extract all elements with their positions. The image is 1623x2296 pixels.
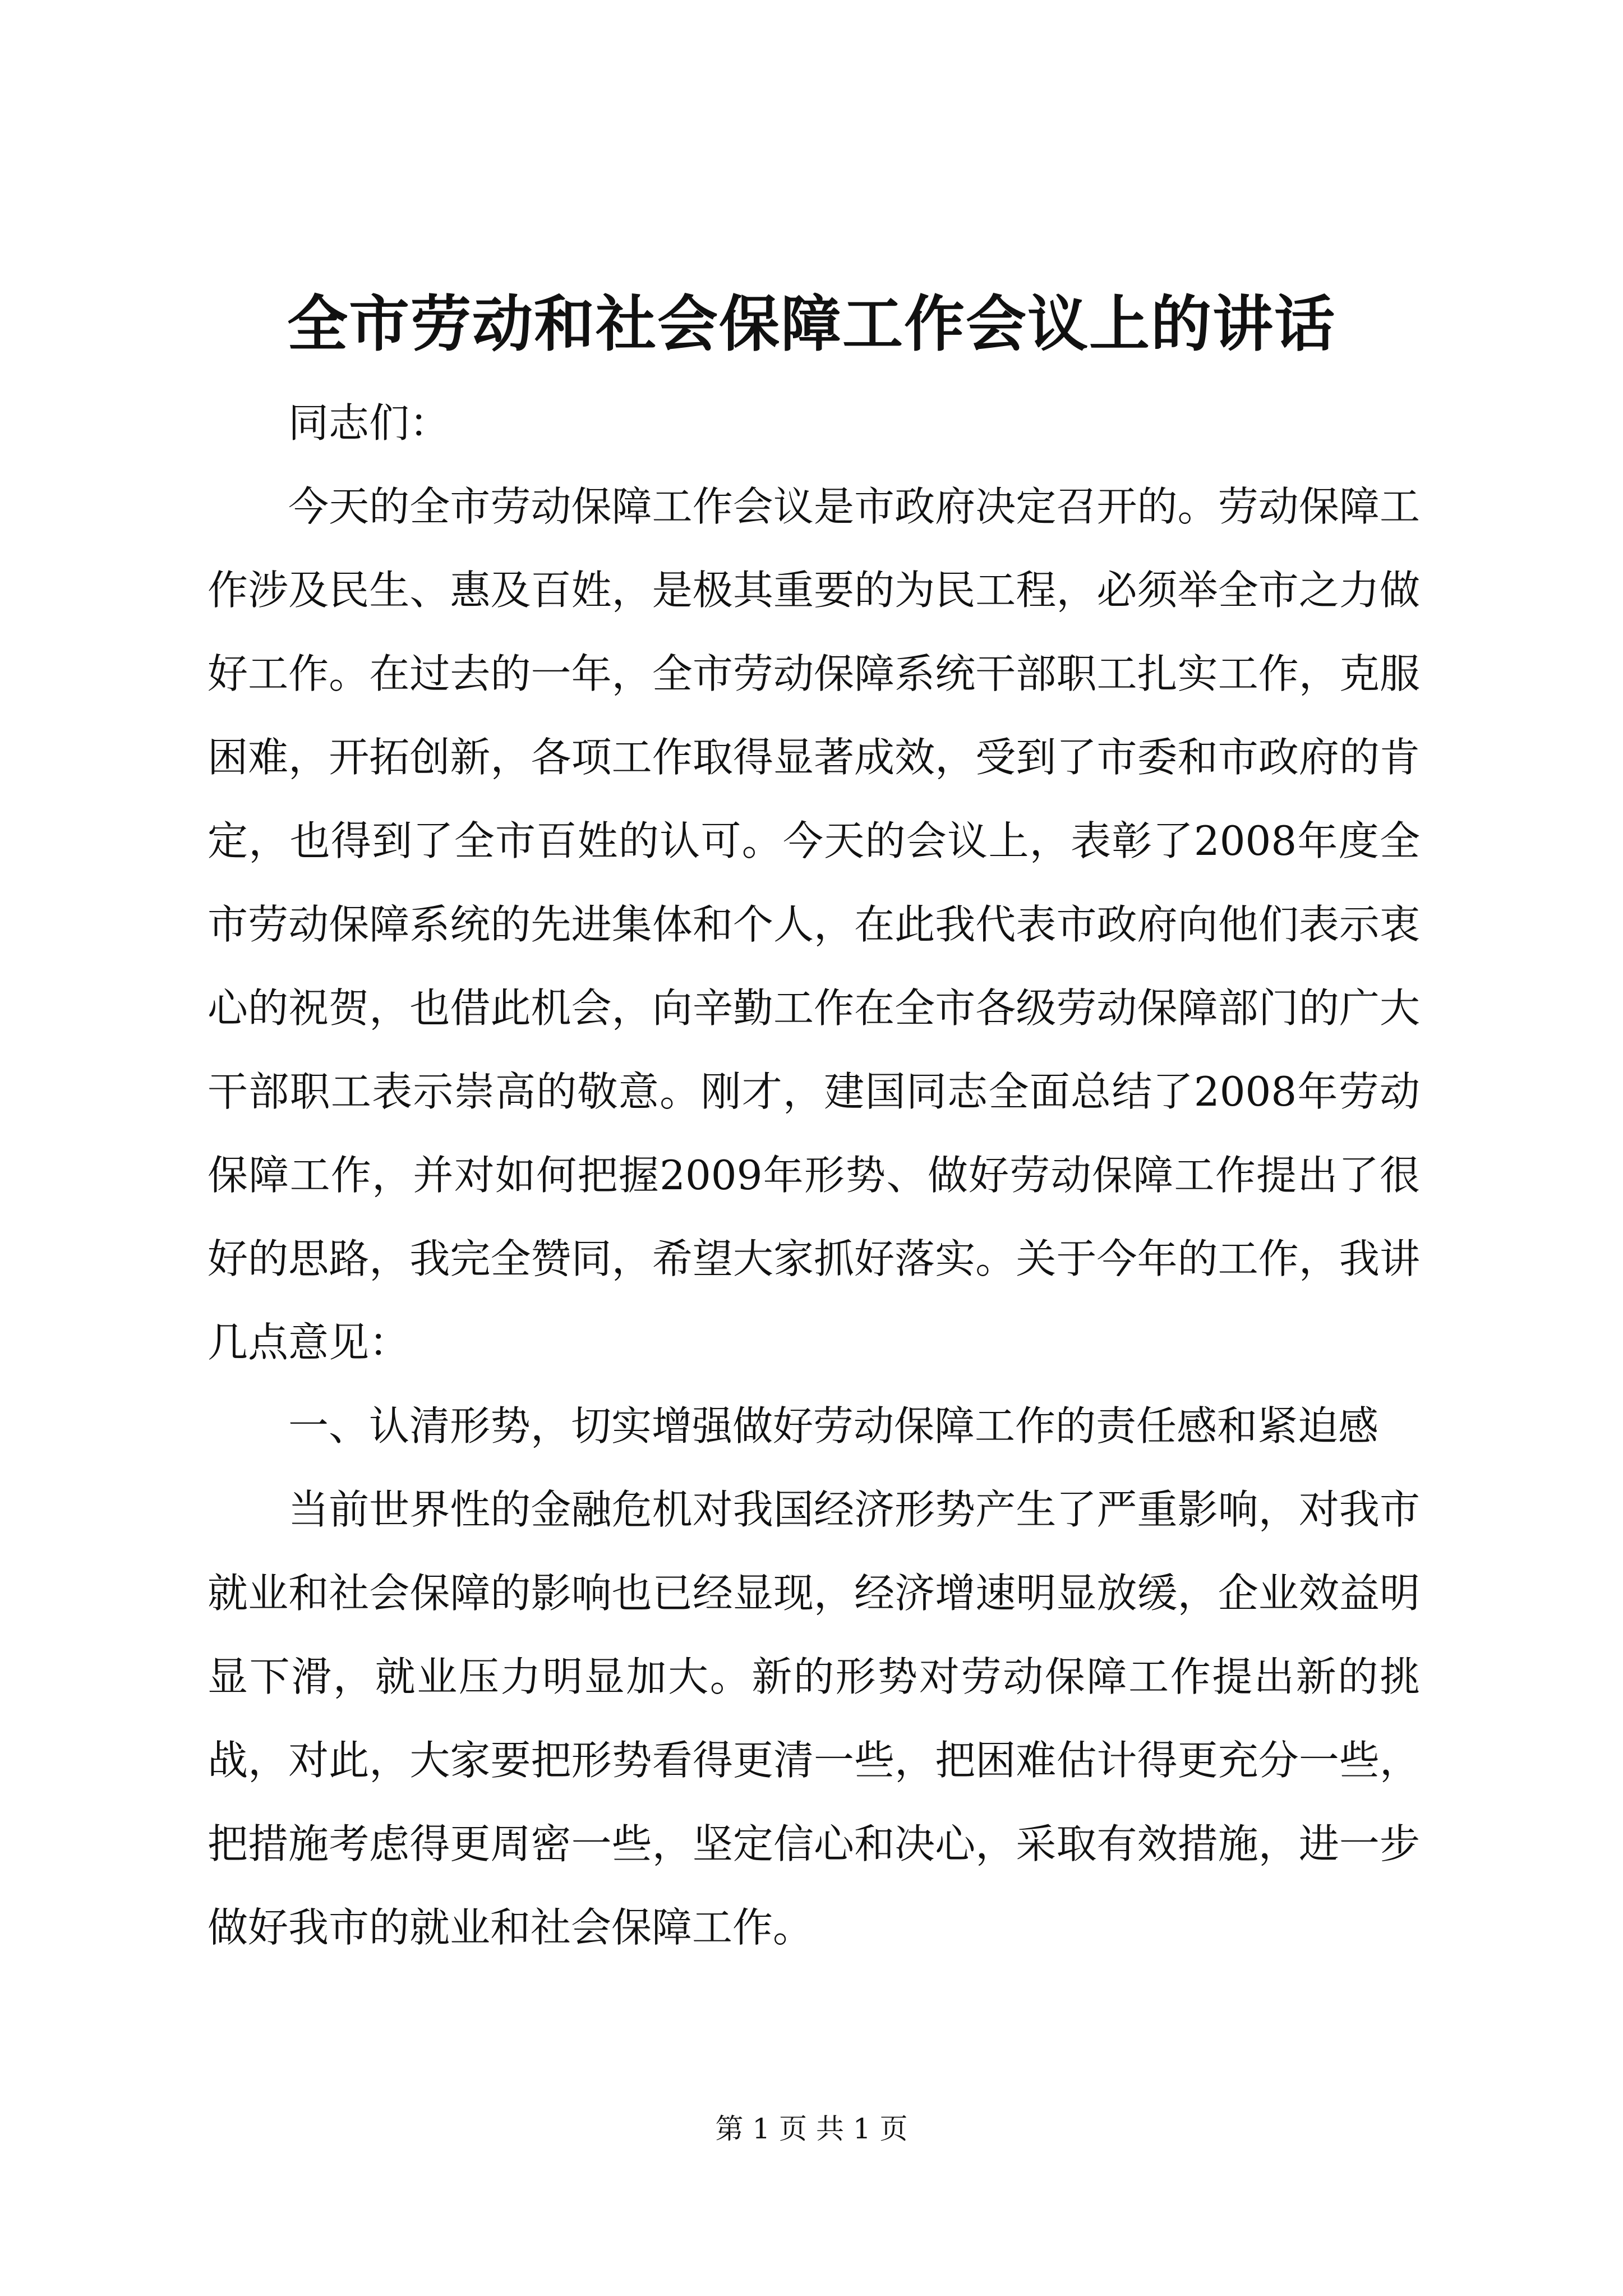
paragraph-intro: 今天的全市劳动保障工作会议是市政府决定召开的。劳动保障工作涉及民生、惠及百姓，是极其重要的为民工程，必须举全市之力做好工作。在过去的一年，全市劳动保障系统干部职工扎实工作，克服困难，开拓创新，各项工作取得显著成效，受到了市委和市政府的肯定，也得到了全市百姓的认可。今天的会议上，表彰了2008年度全市劳动保障系统的先进集体和个人，在此我代表市政府向他们表示衷心的祝贺，也借此机会，向辛勤工作在全市各级劳动保障部门的广大干部职工表示崇高的敬意。刚才，建国同志全面总结了2008年劳动保障工作，并对如何把握2009年形势、做好劳动保障工作提出了很好的思路，我完全赞同，希望大家抓好落实。关于今年的工作，我讲几点意见： <box>208 483 1420 1366</box>
salutation: 同志们： <box>288 399 450 447</box>
document-title: 全市劳动和社会保障工作会议上的讲话 <box>287 289 1336 360</box>
document-body <box>208 381 1420 1970</box>
page-number-footer: 第 1 页 共 1 页 <box>715 2113 908 2145</box>
paragraph-situation: 当前世界性的金融危机对我国经济形势产生了严重影响，对我市就业和社会保障的影响也已经显现，经济增速明显放缓，企业效益明显下滑，就业压力明显加大。新的形势对劳动保障工作提出新的挑战，对此，大家要把形势看得更清一些，把困难估计得更充分一些，把措施考虑得更周密一些，坚定信心和决心，采取有效措施，进一步做好我市的就业和社会保障工作。 <box>208 1486 1420 1951</box>
section-heading-1: 一、认清形势，切实增强做好劳动保障工作的责任感和紧迫感 <box>288 1402 1379 1450</box>
